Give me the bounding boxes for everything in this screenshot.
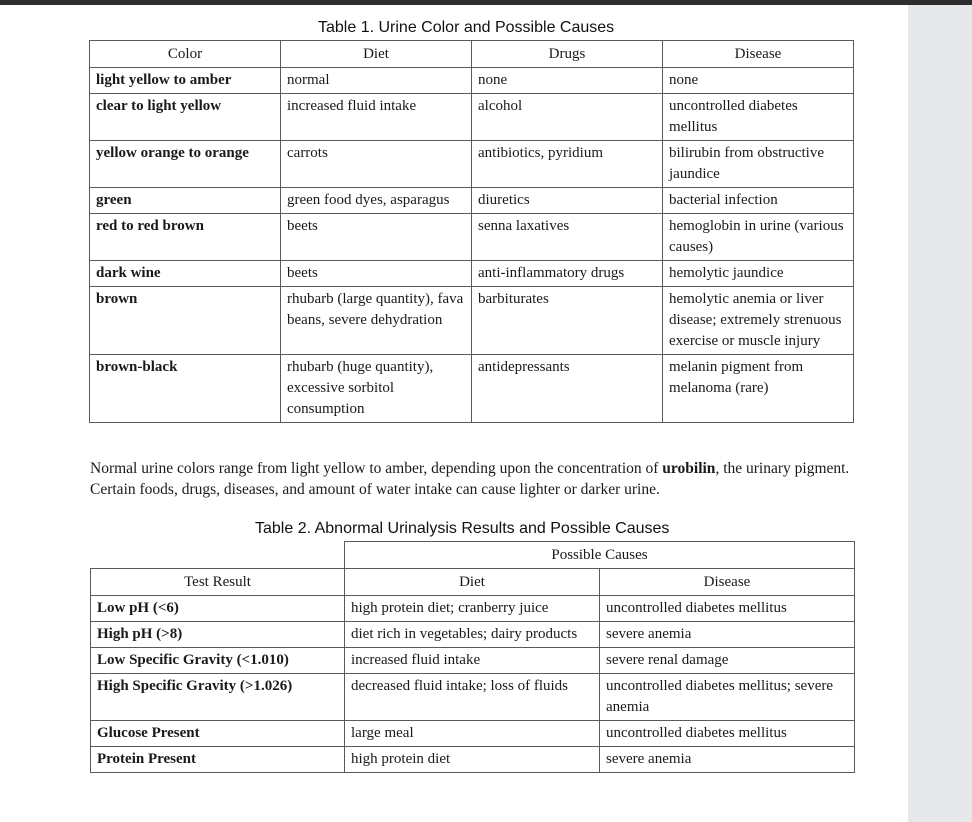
group-header-row	[91, 542, 855, 569]
diet-cell: green food dyes, asparagus	[281, 188, 472, 214]
column-header: Disease	[663, 41, 854, 68]
table-row	[91, 622, 855, 648]
test-result-cell: Low Specific Gravity (<1.010)	[91, 648, 345, 674]
column-header: Test Result	[91, 569, 345, 596]
table-row	[90, 188, 854, 214]
table-header-row	[90, 41, 854, 68]
table-row	[90, 141, 854, 188]
test-result-cell: Low pH (<6)	[91, 596, 345, 622]
table1-caption: Table 1. Urine Color and Possible Causes	[318, 19, 615, 36]
table-row	[91, 721, 855, 747]
color-cell: green	[90, 188, 281, 214]
table-row	[91, 674, 855, 721]
disease-cell: uncontrolled diabetes mellitus	[600, 596, 855, 622]
disease-cell: hemolytic anemia or liver disease; extremely strenuous exercise or muscle injury	[663, 287, 854, 355]
drugs-cell: alcohol	[472, 94, 663, 141]
color-cell: red to red brown	[90, 214, 281, 261]
empty-cell	[91, 542, 345, 569]
table-row	[90, 68, 854, 94]
column-header: Diet	[345, 569, 600, 596]
table-row	[90, 355, 854, 423]
test-result-cell: Glucose Present	[91, 721, 345, 747]
diet-cell: carrots	[281, 141, 472, 188]
disease-cell: severe renal damage	[600, 648, 855, 674]
diet-cell: increased fluid intake	[345, 648, 600, 674]
color-cell: brown-black	[90, 355, 281, 423]
column-header: Diet	[281, 41, 472, 68]
table-row	[90, 94, 854, 141]
table-row	[91, 596, 855, 622]
test-result-cell: Protein Present	[91, 747, 345, 773]
scroll-gutter[interactable]	[908, 5, 972, 822]
drugs-cell: antidepressants	[472, 355, 663, 423]
table-row	[91, 747, 855, 773]
diet-cell: rhubarb (large quantity), fava beans, severe dehydration	[281, 287, 472, 355]
test-result-cell: High Specific Gravity (>1.026)	[91, 674, 345, 721]
urine-color-table	[89, 40, 854, 423]
column-header: Disease	[600, 569, 855, 596]
table-row	[90, 261, 854, 287]
disease-cell: severe anemia	[600, 622, 855, 648]
disease-cell: hemolytic jaundice	[663, 261, 854, 287]
column-header: Color	[90, 41, 281, 68]
diet-cell: diet rich in vegetables; dairy products	[345, 622, 600, 648]
drugs-cell: diuretics	[472, 188, 663, 214]
column-header: Drugs	[472, 41, 663, 68]
disease-cell: none	[663, 68, 854, 94]
diet-cell: high protein diet; cranberry juice	[345, 596, 600, 622]
drugs-cell: none	[472, 68, 663, 94]
drugs-cell: barbiturates	[472, 287, 663, 355]
disease-cell: bilirubin from obstructive jaundice	[663, 141, 854, 188]
drugs-cell: senna laxatives	[472, 214, 663, 261]
diet-cell: decreased fluid intake; loss of fluids	[345, 674, 600, 721]
disease-cell: melanin pigment from melanoma (rare)	[663, 355, 854, 423]
diet-cell: increased fluid intake	[281, 94, 472, 141]
drugs-cell: antibiotics, pyridium	[472, 141, 663, 188]
body-paragraph	[90, 458, 850, 500]
test-result-cell: High pH (>8)	[91, 622, 345, 648]
table-row	[90, 214, 854, 261]
diet-cell: rhubarb (huge quantity), excessive sorbitol consumption	[281, 355, 472, 423]
table-header-row	[91, 569, 855, 596]
color-cell: light yellow to amber	[90, 68, 281, 94]
disease-cell: severe anemia	[600, 747, 855, 773]
paragraph-text: Normal urine colors range from light yellow to amber, depending upon the concentration of	[90, 460, 663, 477]
disease-cell: uncontrolled diabetes mellitus	[600, 721, 855, 747]
diet-cell: large meal	[345, 721, 600, 747]
color-cell: brown	[90, 287, 281, 355]
table-row	[90, 287, 854, 355]
disease-cell: uncontrolled diabetes mellitus	[663, 94, 854, 141]
disease-cell: bacterial infection	[663, 188, 854, 214]
diet-cell: beets	[281, 261, 472, 287]
color-cell: yellow orange to orange	[90, 141, 281, 188]
diet-cell: high protein diet	[345, 747, 600, 773]
paragraph-text: , the urinary pigment. Certain foods, drugs, diseases, and amount of water intake can cause lighter or darker urine.	[90, 460, 850, 498]
diet-cell: normal	[281, 68, 472, 94]
table-row	[91, 648, 855, 674]
paragraph-term: urobilin	[662, 460, 716, 477]
disease-cell: hemoglobin in urine (various causes)	[663, 214, 854, 261]
disease-cell: uncontrolled diabetes mellitus; severe anemia	[600, 674, 855, 721]
table2-caption: Table 2. Abnormal Urinalysis Results and Possible Causes	[255, 520, 670, 537]
urinalysis-table	[90, 541, 855, 773]
diet-cell: beets	[281, 214, 472, 261]
drugs-cell: anti-inflammatory drugs	[472, 261, 663, 287]
color-cell: clear to light yellow	[90, 94, 281, 141]
group-header: Possible Causes	[345, 542, 855, 569]
color-cell: dark wine	[90, 261, 281, 287]
